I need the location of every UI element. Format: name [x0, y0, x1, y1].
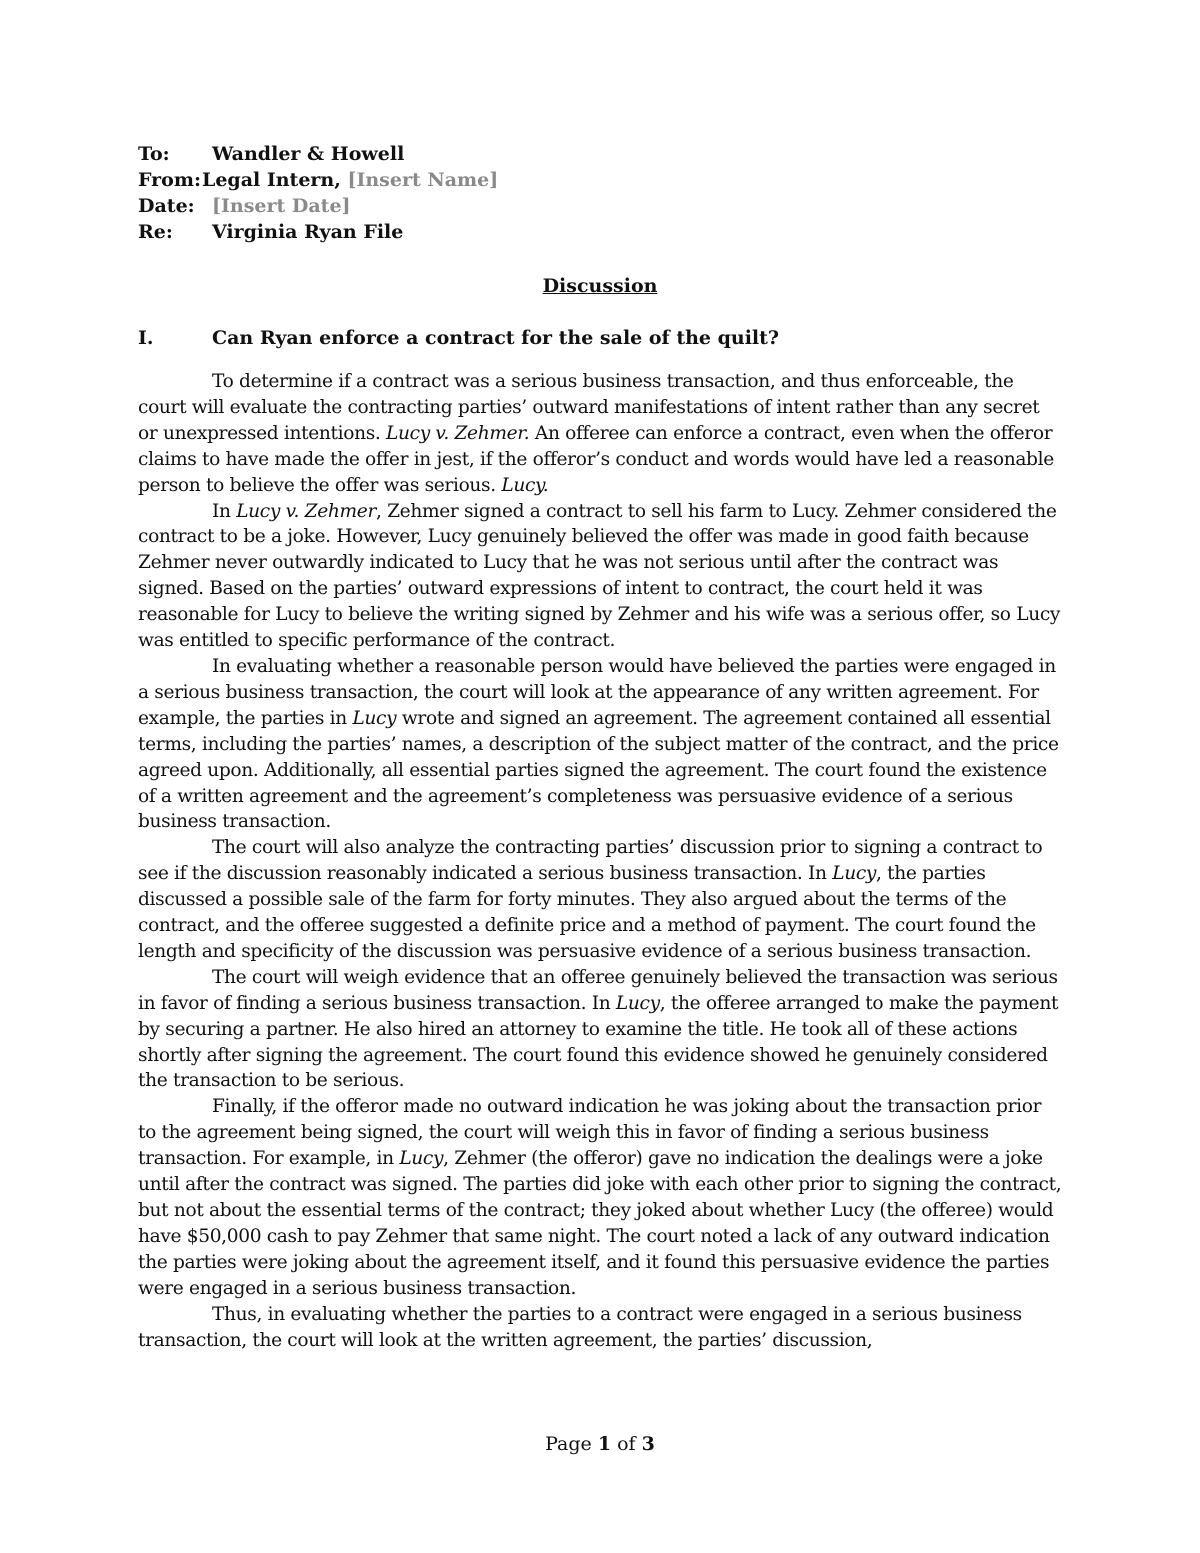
memo-to-value: Wandler & Howell [212, 143, 405, 165]
memo-date-label: Date: [138, 195, 195, 217]
case-citation: Lucy [832, 863, 877, 885]
paragraph-text: Thus, in evaluating whether the parties to a contract were engaged in a serious business transaction, the court will look at the written agreement, the parties’ discussion, [138, 1303, 1022, 1351]
discussion-body [138, 369, 1062, 1353]
memo-from-value: Legal Intern, [201, 169, 348, 191]
memo-to-row [138, 141, 1062, 167]
paragraph [138, 1302, 1062, 1354]
paragraph-text: , the parties discussed a possible sale of the farm for forty minutes. They also argued about the terms of the contract, and the offeree suggested a definite price and a method of payment. The court found the length and specificity of the discussion was persuasive evidence of a serious business transaction. [138, 863, 1036, 962]
memo-re-row [138, 219, 1062, 245]
memo-to-label: To: [138, 143, 170, 165]
memo-page [138, 141, 1062, 1353]
paragraph-text: In [212, 500, 237, 522]
memo-header [138, 141, 1062, 245]
memo-date-placeholder: [Insert Date] [212, 195, 351, 217]
memo-from-row [138, 167, 1062, 193]
memo-from-placeholder: [Insert Name] [347, 169, 499, 191]
paragraph-text: The court will weigh evidence that an offeree genuinely believed the transaction was serious in favor of finding a serious business transaction. In [138, 966, 1058, 1014]
paragraph-text: , Zehmer signed a contract to sell his farm to Lucy. Zehmer considered the contract to be a joke. However, Lucy genuinely believed the offer was made in good faith because Zehmer never outwardly indicated to Lucy that he was not serious until after the contract was signed. Based on the parties’ outward expressions of intent to contract, the court held it was reasonable for Lucy to believe the writing signed by Zehmer and his wife was a serious offer, so Lucy was entitled to specific performance of the contract. [138, 500, 1061, 652]
section-number: I. [138, 327, 154, 349]
case-citation: Lucy v. Zehmer. [386, 422, 530, 444]
memo-re-value: Virginia Ryan File [212, 221, 404, 243]
memo-from-label: From: [138, 169, 201, 191]
case-citation: Lucy [399, 1148, 444, 1170]
memo-re-label: Re: [138, 221, 173, 243]
paragraph-text: The court will also analyze the contracting parties’ discussion prior to signing a contract to see if the discussion reasonably indicated a serious business transaction. In [138, 837, 1043, 885]
paragraph [138, 965, 1062, 1095]
paragraph [138, 369, 1062, 499]
page-word: Page [545, 1433, 598, 1455]
discussion-title: Discussion [542, 275, 658, 297]
paragraph-text: Finally, if the offeror made no outward indication he was joking about the transaction prior to the agreement being signed, the court will weigh this in favor of finding a serious business transaction. For example, in [138, 1096, 1042, 1170]
case-citation: Lucy [615, 992, 660, 1014]
paragraph-text: An offeree can enforce a contract, even when the offeror claims to have made the offer in jest, if the offeror’s conduct and words would have led a reasonable person to believe the offer was serious. [138, 422, 1054, 496]
paragraph [138, 654, 1062, 835]
paragraph-text: , Zehmer (the offeror) gave no indication the dealings were a joke until after the contract was signed. The parties did joke with each other prior to signing the contract, but not about the essential terms of the contract; they joked about whether Lucy (the offeree) would have $50,000 cash to pay Zehmer that same night. The court noted a lack of any outward indication the parties were joking about the agreement itself, and it found this persuasive evidence the parties were engaged in a serious business transaction. [138, 1148, 1062, 1299]
case-citation: Lucy [352, 707, 397, 729]
page-of: of [611, 1433, 642, 1455]
section-heading [138, 325, 1062, 351]
paragraph-text: wrote and signed an agreement. The agreement contained all essential terms, including the parties’ names, a description of the subject matter of the contract, and the price agreed upon. Additionally, all essential parties signed the agreement. The court found the existence of a written agreement and the agreement’s completeness was persuasive evidence of a serious business transaction. [138, 707, 1059, 833]
section-heading-text: Can Ryan enforce a contract for the sale of the quilt? [212, 327, 780, 349]
paragraph [138, 1094, 1062, 1301]
memo-date-row [138, 193, 1062, 219]
paragraph-text: In evaluating whether a reasonable person would have believed the parties were engaged in a serious business transaction, the court will look at the appearance of any written agreement. For example, the parties in [138, 655, 1056, 729]
page-current: 1 [597, 1433, 612, 1455]
case-citation: Lucy. [501, 474, 549, 496]
paragraph [138, 835, 1062, 965]
page-footer [0, 1431, 1200, 1457]
page-total: 3 [641, 1433, 655, 1455]
paragraph [138, 499, 1062, 654]
paragraph-text: , the offeree arranged to make the payment by securing a partner. He also hired an attorney to examine the title. He took all of these actions shortly after signing the agreement. The court found this evidence showed he genuinely considered the transaction to be serious. [138, 992, 1059, 1092]
paragraph-text: To determine if a contract was a serious business transaction, and thus enforceable, the court will evaluate the contracting parties’ outward manifestations of intent rather than any secret or unexpressed intentions. [138, 371, 1040, 444]
case-citation: Lucy v. Zehmer [236, 500, 376, 522]
